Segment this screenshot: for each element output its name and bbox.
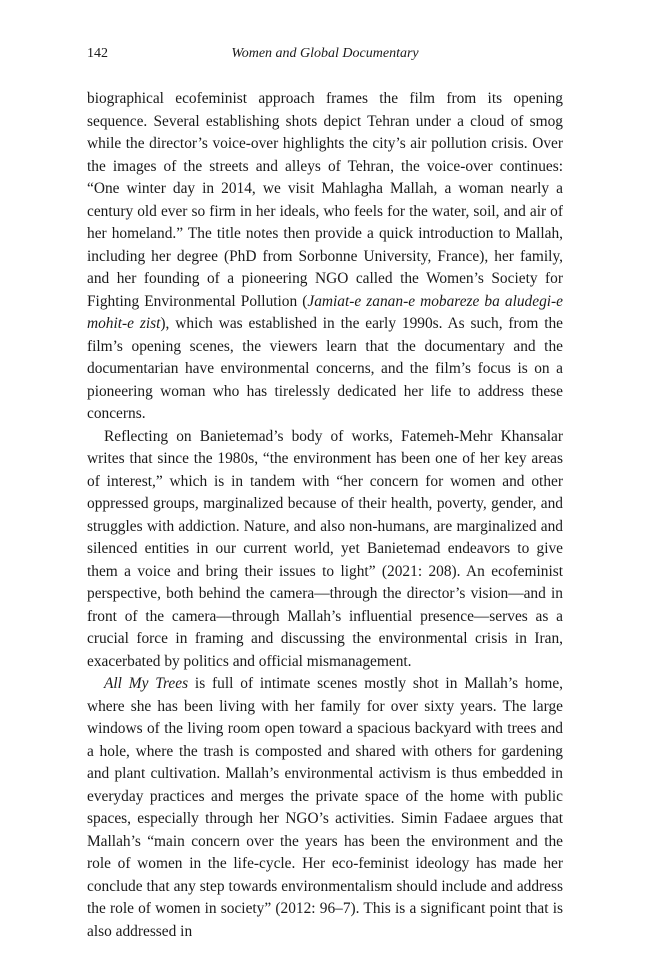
body-text <box>87 88 563 943</box>
paragraph-3-italic-title: All My Trees <box>104 675 189 692</box>
paragraph-2-text: Reflecting on Banietemad’s body of works, Fatemeh-Mehr Khansalar writes that since the 1980s, “the environment has been one of her key areas of interest,” which is in tandem with “her concern for women and other oppressed groups, marginalized because of their health, poverty, gender, and struggles with addiction. Nature, and also non-humans, are marginalized and silenced entities in our current world, yet Banietemad endeavors to give them a voice and bring their issues to light” (2021: 208). An ecofeminist perspective, both behind the camera—through the director’s vision—and in front of the camera—through Mallah’s influential presence—serves as a crucial force in framing and discussing the environmental crisis in Iran, exacerbated by politics and official mismanagement. <box>87 427 563 670</box>
paragraph-1-italic-title: Jamiat-e zanan-e mobareze ba aludegi-e mohit-e zist <box>87 292 563 332</box>
paragraph-1-text-after: ), which was established in the early 1990s. As such, from the film’s opening scenes, the viewers learn that the documentary and the documentarian have environmental concerns, and the film’s focus is on a pioneering woman who has tirelessly dedicated her life to address these concerns. <box>87 315 563 422</box>
paragraph-3 <box>87 673 563 943</box>
running-title: Women and Global Documentary <box>231 46 419 61</box>
book-page <box>87 0 563 975</box>
page-number: 142 <box>87 46 108 61</box>
paragraph-1-text: biographical ecofeminist approach frames the film from its opening sequence. Several establishing shots depict Tehran under a cloud of smog while the director’s voice-over highlights the city’s air pollution crisis. Over the images of the streets and alleys of Tehran, the voice-over continues: “One winter day in 2014, we visit Mahlagha Mallah, a woman nearly a century old ever so firm in her ideals, who feels for the water, soil, and air of her homeland.” The title notes then provide a quick introduction to Mallah, including her degree (PhD from Sorbonne University, France), her family, and her founding of a pioneering NGO called the Women’s Society for Fighting Environmental Pollution ( <box>87 90 563 310</box>
running-header <box>87 43 563 65</box>
paragraph-2 <box>87 426 563 674</box>
paragraph-1 <box>87 88 563 426</box>
paragraph-3-text-after: is full of intimate scenes mostly shot in Mallah’s home, where she has been living with her family for over sixty years. The large windows of the living room open toward a spacious backyard with trees and a hole, where the trash is composted and shared with others for gardening and plant cultivation. Mallah’s environmental activism is thus embedded in everyday practices and merges the private space of the home with public spaces, especially through her NGO’s activities. Simin Fadaee argues that Mallah’s “main concern over the years has been the environment and the role of women in the life-cycle. Her eco-feminist ideology has made her conclude that any step towards environmentalism should include and address the role of women in society” (2012: 96–7). This is a significant point that is also addressed in <box>87 675 563 940</box>
